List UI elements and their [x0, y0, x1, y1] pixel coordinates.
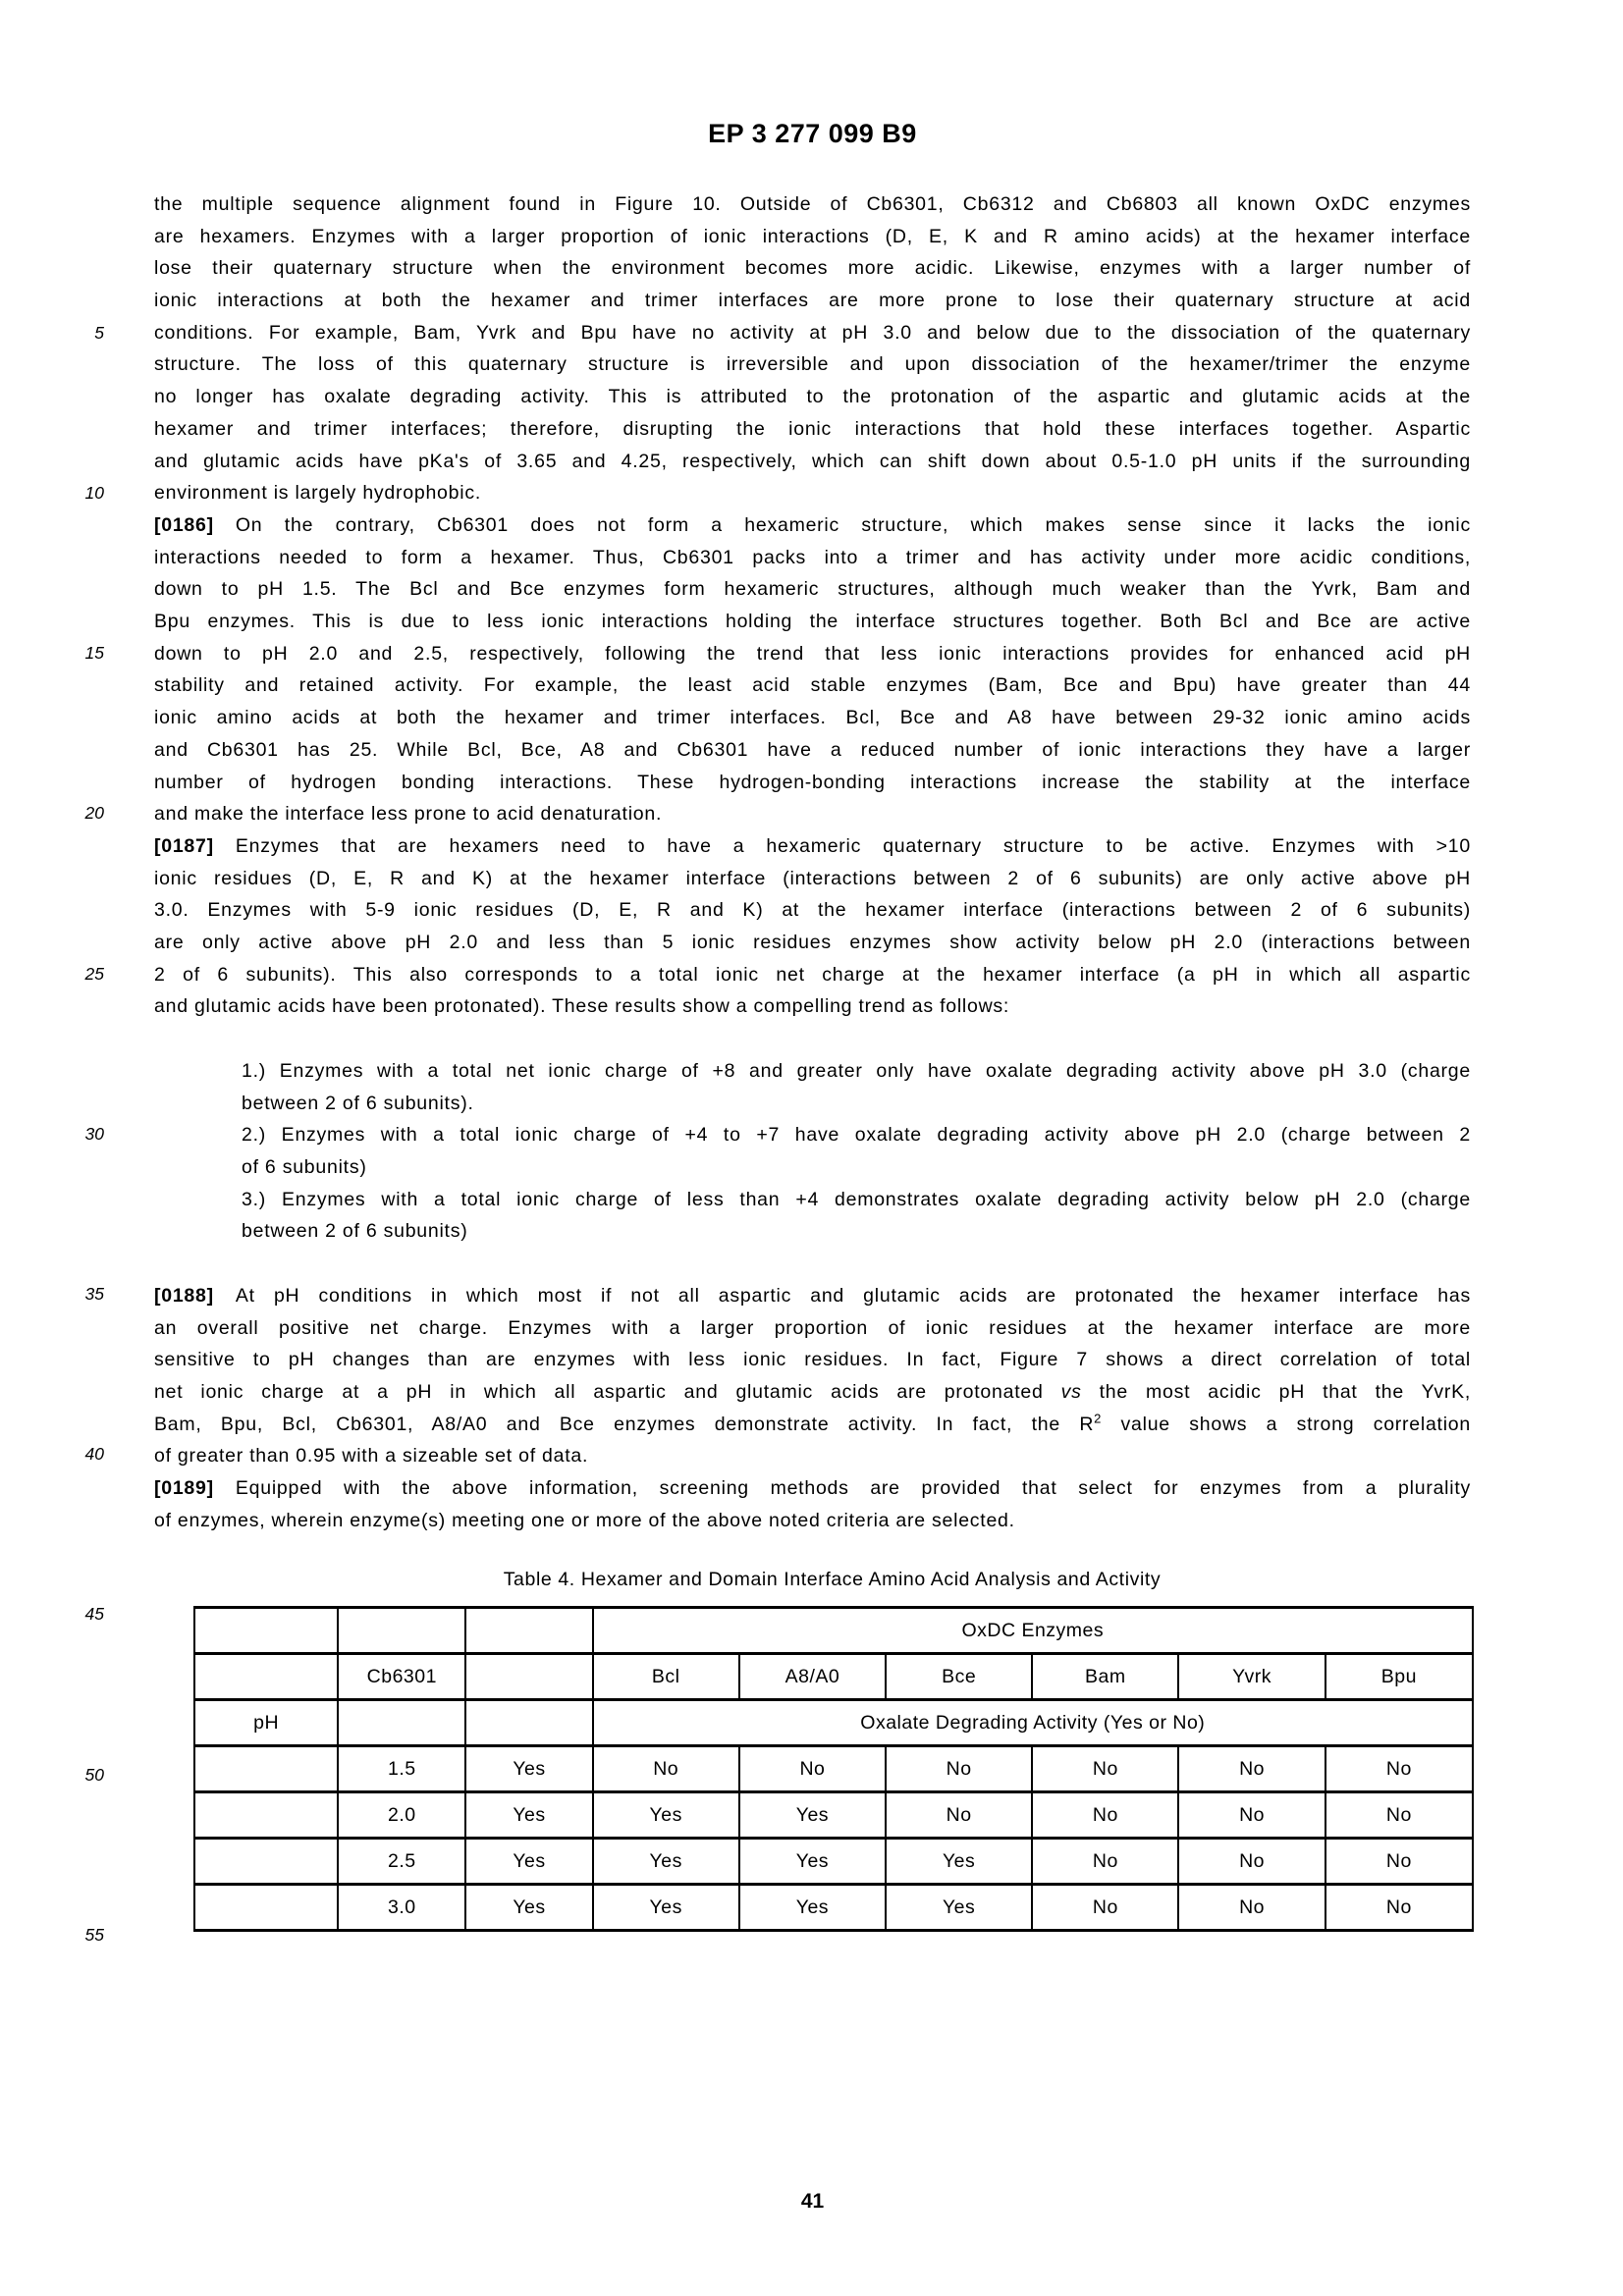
table-cell-value: No: [1178, 1885, 1325, 1931]
paragraph-tag: [0188]: [154, 1285, 214, 1307]
margin-line-number: 25: [84, 964, 104, 984]
margin-line-number: 35: [84, 1284, 104, 1304]
list-item-line: between 2 of 6 subunits).: [242, 1092, 474, 1114]
table-cell-empty: [194, 1746, 338, 1792]
text-line: down to pH 2.0 and 2.5, respectively, following the trend that less ionic interactions provides for enhanced acid pH: [154, 642, 1471, 665]
table-row-enzyme-names: [194, 1654, 1473, 1700]
table-cell-ph-label: pH: [194, 1700, 338, 1746]
table-4-hexamer-activity: [193, 1606, 1474, 1932]
text-line: [154, 1472, 1471, 1505]
text-line: interactions needed to form a hexamer. Thus, Cb6301 packs into a trimer and has activity under more acidic conditions,: [154, 546, 1471, 568]
text-line: are hexamers. Enzymes with a larger proportion of ionic interactions (D, E, K and R amino acids) at the hexamer interface: [154, 225, 1471, 247]
table-cell-enzyme: Bam: [1032, 1654, 1178, 1700]
table-cell-empty: [338, 1608, 465, 1654]
table-cell-empty: [194, 1654, 338, 1700]
margin-line-number: 55: [84, 1925, 104, 1945]
text-line: and Cb6301 has 25. While Bcl, Bce, A8 and Cb6301 have a reduced number of ionic interactions they have a larger: [154, 738, 1471, 761]
text-line: no longer has oxalate degrading activity. This is attributed to the protonation of the aspartic and glutamic acids at the: [154, 386, 1471, 408]
table-row-activity-header: [194, 1700, 1473, 1746]
table-row-oxdc: [194, 1608, 1473, 1654]
text-line: environment is largely hydrophobic.: [154, 482, 481, 505]
table-cell-value: Yes: [739, 1792, 886, 1839]
text-line: and glutamic acids have pKa's of 3.65 and 4.25, respectively, which can shift down about 0.5-1.0 pH units if the surrounding: [154, 450, 1471, 472]
table-cell-value: Yes: [593, 1885, 739, 1931]
table-cell-ph-value: 2.5: [338, 1839, 465, 1885]
text-line: number of hydrogen bonding interactions. These hydrogen-bonding interactions increase the stability at the interface: [154, 771, 1471, 793]
table-cell-enzyme: Bce: [886, 1654, 1032, 1700]
list-item-line: 3.) Enzymes with a total ionic charge of less than +4 demonstrates oxalate degrading activity below pH 2.0 (charge: [242, 1188, 1471, 1210]
table-cell-value: Yes: [465, 1792, 592, 1839]
text-line: [154, 1376, 1471, 1409]
table-cell-value: No: [1032, 1839, 1178, 1885]
paragraph-0187: [154, 830, 1471, 1023]
text-line: of enzymes, wherein enzyme(s) meeting one or more of the above noted criteria are selected.: [154, 1509, 1015, 1531]
text-line: [154, 509, 1471, 542]
table-cell-value: No: [1178, 1792, 1325, 1839]
table-cell-value: No: [1032, 1746, 1178, 1792]
list-item-line: of 6 subunits): [242, 1156, 367, 1179]
list-item-line: 2.) Enzymes with a total ionic charge of +4 to +7 have oxalate degrading activity above pH 2.0 (charge between 2: [242, 1124, 1471, 1147]
table-cell-value: Yes: [886, 1885, 1032, 1931]
table-cell-value: No: [739, 1746, 886, 1792]
text-line: and make the interface less prone to acid denaturation.: [154, 803, 663, 826]
table-cell-enzyme: A8/A0: [739, 1654, 886, 1700]
text-line: and glutamic acids have been protonated). These results show a compelling trend as follows:: [154, 995, 1010, 1018]
table-row: [194, 1885, 1473, 1931]
text-line: [154, 830, 1471, 863]
table-cell-empty: [194, 1885, 338, 1931]
table-cell-value: Yes: [465, 1746, 592, 1792]
table-cell-value: No: [1032, 1885, 1178, 1931]
table-cell-empty: [338, 1700, 465, 1746]
text-segment: On the contrary, Cb6301 does not form a hexameric structure, which makes sense since it lacks the ionic: [235, 514, 1471, 536]
margin-line-number: 30: [84, 1124, 104, 1144]
table-cell-oxdc-enzymes: OxDC Enzymes: [593, 1608, 1473, 1654]
list-item-line: between 2 of 6 subunits): [242, 1220, 468, 1243]
table-row: [194, 1839, 1473, 1885]
table-cell-ph-value: 3.0: [338, 1885, 465, 1931]
text-line: Bpu enzymes. This is due to less ionic interactions holding the interface structures together. Both Bcl and Bce are active: [154, 611, 1471, 633]
table-caption: Table 4. Hexamer and Domain Interface Amino Acid Analysis and Activity: [503, 1569, 1162, 1590]
table-cell-cb6301: Cb6301: [338, 1654, 465, 1700]
text-line: lose their quaternary structure when the environment becomes more acidic. Likewise, enzymes with a larger number of: [154, 257, 1471, 280]
margin-line-number: 45: [84, 1604, 104, 1624]
table-cell-value: Yes: [886, 1839, 1032, 1885]
margin-line-number: 40: [84, 1444, 104, 1464]
text-line: an overall positive net charge. Enzymes with a larger proportion of ionic residues at the hexamer interface are more: [154, 1316, 1471, 1339]
table-cell-ph-value: 2.0: [338, 1792, 465, 1839]
text-line: of greater than 0.95 with a sizeable set of data.: [154, 1445, 589, 1468]
margin-line-number: 10: [84, 483, 104, 503]
text-line: [154, 1409, 1471, 1441]
text-segment: value shows a strong correlation: [1102, 1413, 1471, 1435]
table-cell-empty: [194, 1839, 338, 1885]
table-cell-value: No: [886, 1792, 1032, 1839]
text-segment: Enzymes that are hexamers need to have a hexameric quaternary structure to be active. Enzymes with >10: [235, 835, 1471, 857]
table-cell-enzyme: Bcl: [593, 1654, 739, 1700]
table-row: [194, 1746, 1473, 1792]
paragraph-tag: [0186]: [154, 514, 214, 536]
text-segment: Equipped with the above information, screening methods are provided that select for enzymes from a plurality: [235, 1477, 1471, 1499]
text-line: conditions. For example, Bam, Yvrk and Bpu have no activity at pH 3.0 and below due to the dissociation of the quaternary: [154, 321, 1471, 344]
paragraph-0189: [154, 1472, 1471, 1536]
table-cell-empty: [194, 1792, 338, 1839]
text-line: stability and retained activity. For example, the least acid stable enzymes (Bam, Bce and Bpu) have greater than 44: [154, 674, 1471, 697]
margin-line-number: 15: [84, 643, 104, 663]
text-line: are only active above pH 2.0 and less than 5 ionic residues enzymes show activity below pH 2.0 (interactions between: [154, 932, 1471, 954]
margin-line-number: 50: [84, 1765, 104, 1785]
list-item-line: 1.) Enzymes with a total net ionic charge of +8 and greater only have oxalate degrading activity above pH 3.0 (charge: [242, 1060, 1471, 1082]
table-cell-empty: [465, 1700, 592, 1746]
text-line: down to pH 1.5. The Bcl and Bce enzymes form hexameric structures, although much weaker than the Yvrk, Bam and: [154, 578, 1471, 601]
table-cell-ph-value: 1.5: [338, 1746, 465, 1792]
document-number: EP 3 277 099 B9: [708, 119, 917, 148]
table-cell-value: Yes: [465, 1885, 592, 1931]
table-row: [194, 1792, 1473, 1839]
margin-line-number: 5: [94, 323, 104, 343]
paragraph-continuation: [154, 188, 1471, 509]
table-cell-activity-header: Oxalate Degrading Activity (Yes or No): [593, 1700, 1473, 1746]
text-line: 3.0. Enzymes with 5-9 ionic residues (D, E, R and K) at the hexamer interface (interactions between 2 of 6 subunits): [154, 899, 1471, 922]
table-cell-empty: [465, 1608, 592, 1654]
text-line: structure. The loss of this quaternary structure is irreversible and upon dissociation of the hexamer/trimer the enzyme: [154, 353, 1471, 376]
table-cell-value: No: [1325, 1839, 1473, 1885]
text-line: ionic amino acids at both the hexamer and trimer interfaces. Bcl, Bce and A8 have between 29-32 ionic amino acids: [154, 707, 1471, 729]
table-cell-empty: [465, 1654, 592, 1700]
text-line: ionic interactions at both the hexamer and trimer interfaces are more prone to lose their quaternary structure at acid: [154, 290, 1471, 312]
table-cell-enzyme: Bpu: [1325, 1654, 1473, 1700]
table-cell-value: Yes: [593, 1839, 739, 1885]
table-cell-value: Yes: [739, 1885, 886, 1931]
paragraph-0188: [154, 1280, 1471, 1472]
table-cell-value: Yes: [465, 1839, 592, 1885]
text-line: 2 of 6 subunits). This also corresponds to a total ionic net charge at the hexamer interface (a pH in which all aspartic: [154, 963, 1471, 986]
page-number: 41: [800, 2190, 825, 2213]
text-segment: the most acidic pH that the YvrK,: [1081, 1381, 1471, 1404]
table-cell-value: Yes: [739, 1839, 886, 1885]
table-cell-value: No: [1178, 1839, 1325, 1885]
table-cell-value: No: [886, 1746, 1032, 1792]
table-cell-enzyme: Yvrk: [1178, 1654, 1325, 1700]
text-segment: net ionic charge at a pH in which all aspartic and glutamic acids are protonated: [154, 1381, 1061, 1404]
text-segment: Bam, Bpu, Bcl, Cb6301, A8/A0 and Bce enzymes demonstrate activity. In fact, the R: [154, 1413, 1095, 1435]
paragraph-tag: [0187]: [154, 835, 214, 857]
paragraph-0186: [154, 509, 1471, 830]
text-line: ionic residues (D, E, R and K) at the hexamer interface (interactions between 2 of 6 subunits) are only active above pH: [154, 867, 1471, 889]
trend-list: [242, 1055, 1471, 1248]
table-cell-value: No: [1325, 1792, 1473, 1839]
table-cell-value: No: [1325, 1746, 1473, 1792]
text-line: hexamer and trimer interfaces; therefore, disrupting the ionic interactions that hold these interfaces together. Aspartic: [154, 417, 1471, 440]
table-cell-value: No: [1178, 1746, 1325, 1792]
paragraph-tag: [0189]: [154, 1477, 214, 1499]
margin-line-number: 20: [84, 803, 104, 823]
superscript-2: 2: [1094, 1411, 1103, 1426]
text-line: the multiple sequence alignment found in Figure 10. Outside of Cb6301, Cb6312 and Cb6803 all known OxDC enzymes: [154, 193, 1471, 215]
table-cell-empty: [194, 1608, 338, 1654]
table-cell-value: No: [1032, 1792, 1178, 1839]
table-cell-value: No: [593, 1746, 739, 1792]
text-segment: At pH conditions in which most if not all aspartic and glutamic acids are protonated the hexamer interface has: [235, 1285, 1471, 1307]
table-cell-value: Yes: [593, 1792, 739, 1839]
italic-vs: vs: [1060, 1381, 1082, 1404]
table-cell-value: No: [1325, 1885, 1473, 1931]
text-line: [154, 1280, 1471, 1312]
text-line: sensitive to pH changes than are enzymes with less ionic residues. In fact, Figure 7 shows a direct correlation of total: [154, 1349, 1471, 1371]
